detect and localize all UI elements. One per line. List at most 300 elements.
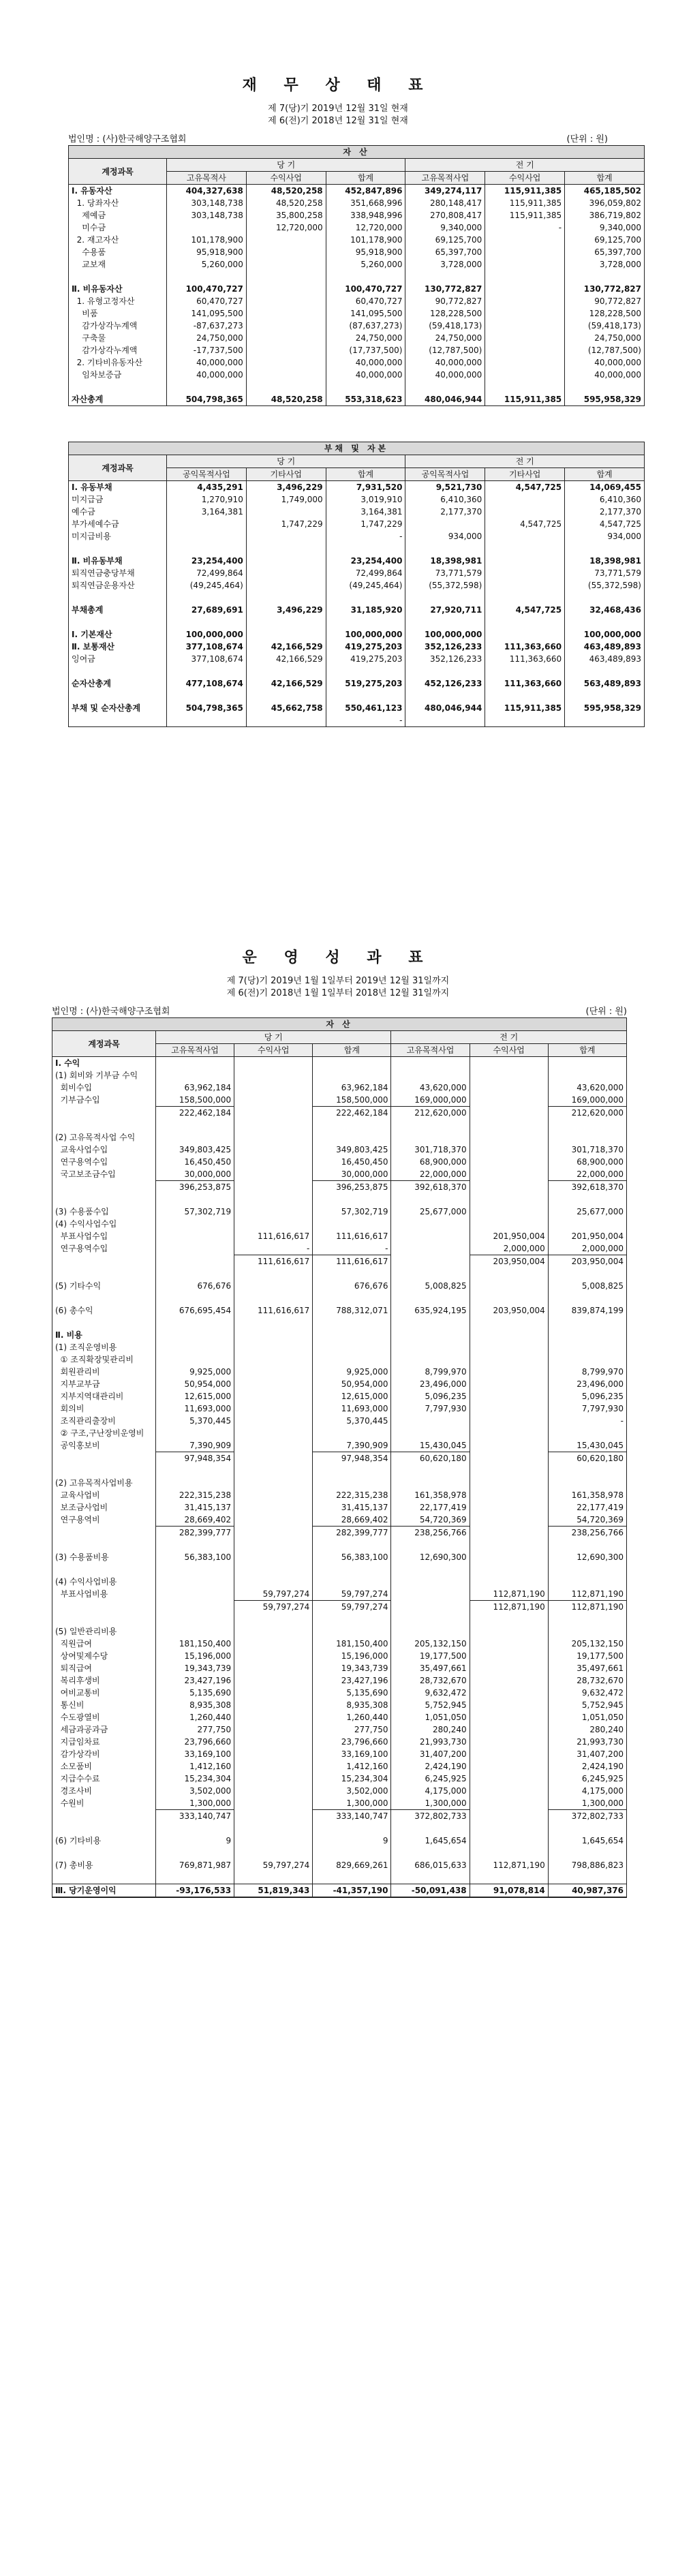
amount-cell: 35,800,258 [246, 209, 326, 221]
amount-cell [391, 1563, 470, 1576]
amount-cell: 100,470,727 [326, 283, 405, 295]
amount-cell: 769,871,987 [156, 1859, 234, 1871]
table-row [69, 579, 645, 592]
table-row [52, 1057, 627, 1070]
amount-cell [234, 1501, 313, 1514]
table-row [52, 1847, 627, 1859]
account-label [69, 690, 167, 702]
amount-cell [485, 234, 565, 246]
balance-period-prior: 제 6(전)기 2018년 12월 31일 현재 [268, 116, 408, 126]
account-label: (2) 고유목적사업 수익 [52, 1131, 156, 1144]
amount-cell: 100,000,000 [405, 628, 485, 641]
amount-cell [470, 1317, 548, 1329]
amount-cell: 934,000 [405, 530, 485, 542]
account-label: 상여및제수당 [52, 1650, 156, 1662]
amount-cell [156, 1539, 234, 1551]
amount-cell: 5,135,690 [313, 1687, 391, 1699]
amount-cell: 43,620,000 [548, 1082, 626, 1094]
amount-cell: 205,132,150 [548, 1638, 626, 1650]
operations-band: 자 산 [52, 1018, 627, 1031]
amount-cell [234, 1218, 313, 1230]
amount-cell: 23,496,000 [548, 1378, 626, 1390]
table-row [52, 1859, 627, 1871]
amount-cell: 1,300,000 [391, 1797, 470, 1810]
amount-cell [234, 1329, 313, 1341]
amount-cell [313, 1341, 391, 1353]
account-label [69, 665, 167, 677]
amount-cell [470, 1402, 548, 1415]
amount-cell: 128,228,500 [565, 307, 645, 320]
account-label [52, 1181, 156, 1194]
amount-cell: 5,260,000 [326, 258, 405, 271]
account-label: 연구용역수입 [52, 1156, 156, 1168]
amount-cell: 23,254,400 [167, 555, 247, 567]
amount-cell: 28,732,670 [391, 1674, 470, 1687]
amount-cell: 351,668,996 [326, 197, 405, 209]
account-label: 잉여금 [69, 653, 167, 665]
amount-cell: 3,496,229 [246, 481, 326, 494]
table-row [69, 616, 645, 628]
amount-cell: 934,000 [565, 530, 645, 542]
amount-cell: 201,950,004 [548, 1230, 626, 1242]
account-label: 감가상각누계액 [69, 344, 167, 356]
amount-cell: 112,871,190 [548, 1588, 626, 1601]
amount-cell [565, 616, 645, 628]
amount-cell [234, 1551, 313, 1563]
table-row [69, 506, 645, 518]
amount-cell [234, 1268, 313, 1280]
amount-cell: 115,911,385 [485, 209, 565, 221]
prior-period-header: 전 기 [405, 159, 645, 172]
amount-cell [234, 1797, 313, 1810]
amount-cell [246, 369, 326, 381]
amount-cell: 40,987,376 [548, 1884, 626, 1898]
account-label: 미수금 [69, 221, 167, 234]
account-label: (7) 총비용 [52, 1859, 156, 1871]
table-row [52, 1144, 627, 1156]
amount-cell [485, 320, 565, 332]
amount-cell: 181,150,400 [313, 1638, 391, 1650]
amount-cell: 24,750,000 [405, 332, 485, 344]
table-row [69, 542, 645, 555]
amount-cell: 396,253,875 [156, 1181, 234, 1194]
amount-cell: 222,462,184 [156, 1107, 234, 1120]
amount-cell: 40,000,000 [167, 356, 247, 369]
amount-cell: 111,616,617 [234, 1255, 313, 1268]
amount-cell: 635,924,195 [391, 1304, 470, 1317]
amount-cell: 50,954,000 [156, 1378, 234, 1390]
amount-cell: 42,166,529 [246, 677, 326, 690]
amount-cell [470, 1847, 548, 1859]
amount-cell [234, 1736, 313, 1748]
amount-cell: 100,000,000 [565, 628, 645, 641]
account-label: 경조사비 [52, 1785, 156, 1797]
table-row [52, 1760, 627, 1773]
amount-cell [156, 1057, 234, 1070]
table-row [52, 1576, 627, 1588]
amount-cell [246, 356, 326, 369]
amount-cell [565, 690, 645, 702]
amount-cell: 480,046,944 [405, 393, 485, 406]
amount-cell: 9 [313, 1835, 391, 1847]
amount-cell: 333,140,747 [313, 1810, 391, 1823]
amount-cell: 40,000,000 [565, 369, 645, 381]
amount-cell: 111,616,617 [313, 1230, 391, 1242]
amount-cell [313, 1871, 391, 1884]
amount-cell [313, 1131, 391, 1144]
amount-cell: 270,808,417 [405, 209, 485, 221]
amount-cell: 43,620,000 [391, 1082, 470, 1094]
amount-cell [470, 1797, 548, 1810]
amount-cell [485, 530, 565, 542]
amount-cell: 404,327,638 [167, 185, 247, 198]
amount-cell [470, 1760, 548, 1773]
operations-title: 운 영 성 과 표 [242, 949, 434, 966]
amount-cell: 115,911,385 [485, 393, 565, 406]
amount-cell: 676,695,454 [156, 1304, 234, 1317]
amount-cell [391, 1601, 470, 1614]
amount-cell [485, 665, 565, 677]
amount-cell: 97,948,354 [156, 1452, 234, 1465]
table-row [69, 258, 645, 271]
amount-cell [470, 1094, 548, 1107]
amount-cell [565, 665, 645, 677]
amount-cell [246, 381, 326, 393]
amount-cell: 12,615,000 [313, 1390, 391, 1402]
amount-cell: 5,260,000 [167, 258, 247, 271]
amount-cell: 280,148,417 [405, 197, 485, 209]
amount-cell: 12,615,000 [156, 1390, 234, 1402]
amount-cell: (87,637,273) [326, 320, 405, 332]
amount-cell: 2,000,000 [548, 1242, 626, 1255]
amount-cell: 1,051,050 [548, 1711, 626, 1723]
amount-cell: 396,253,875 [313, 1181, 391, 1194]
amount-cell [167, 665, 247, 677]
amount-cell: 5,752,945 [548, 1699, 626, 1711]
amount-cell: 100,470,727 [167, 283, 247, 295]
amount-cell [313, 1119, 391, 1131]
amount-cell [548, 1131, 626, 1144]
account-label: 구축물 [69, 332, 167, 344]
amount-cell [470, 1390, 548, 1402]
amount-cell: 161,358,978 [548, 1489, 626, 1501]
amount-cell [391, 1415, 470, 1427]
amount-cell [167, 518, 247, 530]
amount-cell: - [313, 1242, 391, 1255]
amount-cell: 301,718,370 [391, 1144, 470, 1156]
amount-cell: 676,676 [156, 1280, 234, 1292]
amount-cell [548, 1317, 626, 1329]
account-label [52, 1871, 156, 1884]
amount-cell: 141,095,500 [326, 307, 405, 320]
column-header: 공익목적사업 [405, 468, 485, 481]
amount-cell [246, 579, 326, 592]
amount-cell [313, 1427, 391, 1439]
amount-cell: 23,496,000 [391, 1378, 470, 1390]
amount-cell: 788,312,071 [313, 1304, 391, 1317]
amount-cell [470, 1341, 548, 1353]
amount-cell [470, 1069, 548, 1082]
amount-cell: 24,750,000 [167, 332, 247, 344]
amount-cell [391, 1193, 470, 1206]
amount-cell: 282,399,777 [156, 1527, 234, 1539]
account-label: 지급수수료 [52, 1773, 156, 1785]
account-label: 제예금 [69, 209, 167, 221]
account-label [52, 1563, 156, 1576]
column-header: 합계 [326, 172, 405, 185]
table-row [69, 307, 645, 320]
amount-cell: 5,370,445 [313, 1415, 391, 1427]
amount-cell: 27,689,691 [167, 604, 247, 616]
table-row [69, 381, 645, 393]
amount-cell: 48,520,258 [246, 185, 326, 198]
amount-cell [234, 1353, 313, 1366]
amount-cell: 9 [156, 1835, 234, 1847]
account-label [52, 1847, 156, 1859]
table-row [52, 1871, 627, 1884]
amount-cell [234, 1415, 313, 1427]
amount-cell [485, 381, 565, 393]
account-label [69, 381, 167, 393]
amount-cell [246, 283, 326, 295]
table-row [69, 332, 645, 344]
amount-cell: 23,427,196 [156, 1674, 234, 1687]
amount-cell: 349,274,117 [405, 185, 485, 198]
amount-cell: 1,300,000 [548, 1797, 626, 1810]
table-row [52, 1527, 627, 1539]
amount-cell [234, 1699, 313, 1711]
amount-cell [485, 555, 565, 567]
operations-period-current: 제 7(당)기 2019년 1월 1일부터 2019년 12월 31일까지 [226, 976, 450, 986]
amount-cell [485, 506, 565, 518]
amount-cell: 222,315,238 [313, 1489, 391, 1501]
amount-cell: 203,950,004 [470, 1304, 548, 1317]
amount-cell: 5,096,235 [548, 1390, 626, 1402]
amount-cell: 11,693,000 [313, 1402, 391, 1415]
table-row [69, 197, 645, 209]
amount-cell [485, 616, 565, 628]
amount-cell: -41,357,190 [313, 1884, 391, 1898]
amount-cell [548, 1465, 626, 1477]
amount-cell [565, 592, 645, 604]
amount-cell: 65,397,700 [565, 246, 645, 258]
amount-cell [246, 271, 326, 283]
account-label [69, 592, 167, 604]
amount-cell: 31,407,200 [548, 1748, 626, 1760]
account-label: 연구용역비 [52, 1514, 156, 1527]
column-header: 합계 [565, 468, 645, 481]
amount-cell [234, 1402, 313, 1415]
amount-cell [470, 1193, 548, 1206]
amount-cell: 4,435,291 [167, 481, 247, 494]
amount-cell: 504,798,365 [167, 393, 247, 406]
amount-cell: 4,547,725 [485, 604, 565, 616]
amount-cell [485, 283, 565, 295]
amount-cell [548, 1847, 626, 1859]
table-row [52, 1378, 627, 1390]
account-label [52, 1601, 156, 1614]
column-header: 수익사업 [246, 172, 326, 185]
amount-cell: 40,000,000 [326, 356, 405, 369]
column-header: 공익목적사업 [167, 468, 247, 481]
account-label: (5) 기타수익 [52, 1280, 156, 1292]
column-header: 수익사업 [470, 1044, 548, 1057]
amount-cell [156, 1317, 234, 1329]
amount-cell [470, 1539, 548, 1551]
table-row [69, 481, 645, 494]
amount-cell: 54,720,369 [548, 1514, 626, 1527]
account-label: Ⅱ. 보통재산 [69, 641, 167, 653]
amount-cell: (49,245,464) [326, 579, 405, 592]
table-row [52, 1304, 627, 1317]
amount-cell [485, 307, 565, 320]
amount-cell [167, 616, 247, 628]
amount-cell: 18,398,981 [405, 555, 485, 567]
amount-cell: 338,948,996 [326, 209, 405, 221]
account-label: 미지급비용 [69, 530, 167, 542]
amount-cell [156, 1329, 234, 1341]
amount-cell: 72,499,864 [167, 567, 247, 579]
amount-cell [156, 1292, 234, 1304]
amount-cell [470, 1280, 548, 1292]
table-row [69, 393, 645, 406]
amount-cell [234, 1082, 313, 1094]
unit-label: (단위 : 원) [585, 1007, 627, 1017]
amount-cell [167, 542, 247, 555]
amount-cell: 100,000,000 [167, 628, 247, 641]
amount-cell [470, 1353, 548, 1366]
account-label: 보조금사업비 [52, 1501, 156, 1514]
amount-cell [470, 1662, 548, 1674]
amount-cell [548, 1539, 626, 1551]
amount-cell: 72,499,864 [326, 567, 405, 579]
amount-cell [156, 1131, 234, 1144]
amount-cell: - [326, 714, 405, 727]
amount-cell: 203,950,004 [548, 1255, 626, 1268]
amount-cell [234, 1069, 313, 1082]
amount-cell: 372,802,733 [391, 1810, 470, 1823]
amount-cell: 59,797,274 [313, 1588, 391, 1601]
amount-cell [326, 665, 405, 677]
amount-cell: 63,962,184 [313, 1082, 391, 1094]
amount-cell: 839,874,199 [548, 1304, 626, 1317]
amount-cell: 352,126,233 [405, 653, 485, 665]
table-row [69, 702, 645, 714]
account-label: 퇴직연금충당부채 [69, 567, 167, 579]
table-row [52, 1452, 627, 1465]
account-label [52, 1527, 156, 1539]
table-row [52, 1650, 627, 1662]
amount-cell: 21,993,730 [391, 1736, 470, 1748]
amount-cell: 396,059,802 [565, 197, 645, 209]
table-row [52, 1329, 627, 1341]
amount-cell [234, 1638, 313, 1650]
amount-cell [234, 1131, 313, 1144]
table-row [52, 1835, 627, 1847]
amount-cell [313, 1218, 391, 1230]
amount-cell: 90,772,827 [405, 295, 485, 307]
amount-cell [234, 1439, 313, 1452]
amount-cell [234, 1119, 313, 1131]
amount-cell: 3,496,229 [246, 604, 326, 616]
amount-cell: 238,256,766 [548, 1527, 626, 1539]
amount-cell: 33,169,100 [156, 1748, 234, 1760]
amount-cell: 111,616,617 [234, 1230, 313, 1242]
amount-cell [156, 1588, 234, 1601]
amount-cell [391, 1465, 470, 1477]
account-label: Ⅰ. 유동자산 [69, 185, 167, 198]
amount-cell [405, 616, 485, 628]
column-header: 고유목적사 [167, 172, 247, 185]
amount-cell: 1,051,050 [391, 1711, 470, 1723]
amount-cell [167, 530, 247, 542]
amount-cell [167, 381, 247, 393]
amount-cell: 349,803,425 [313, 1144, 391, 1156]
amount-cell: 40,000,000 [167, 369, 247, 381]
amount-cell: 6,410,360 [565, 493, 645, 506]
amount-cell [391, 1069, 470, 1082]
amount-cell [234, 1280, 313, 1292]
amount-cell [167, 271, 247, 283]
account-label: Ⅰ. 기본재산 [69, 628, 167, 641]
amount-cell: 22,177,419 [548, 1501, 626, 1514]
amount-cell: 8,799,970 [391, 1366, 470, 1378]
amount-cell: 21,993,730 [548, 1736, 626, 1748]
column-header: 고유목적사업 [391, 1044, 470, 1057]
account-label: 교육사업수입 [52, 1144, 156, 1156]
amount-cell [156, 1563, 234, 1576]
amount-cell [470, 1613, 548, 1625]
amount-cell: 1,747,229 [246, 518, 326, 530]
amount-cell [565, 714, 645, 727]
amount-cell: 15,430,045 [391, 1439, 470, 1452]
amount-cell [470, 1144, 548, 1156]
amount-cell: 333,140,747 [156, 1810, 234, 1823]
amount-cell: 7,797,930 [548, 1402, 626, 1415]
table-row [52, 1242, 627, 1255]
account-label: 부채 및 순자산총계 [69, 702, 167, 714]
account-label: Ⅱ. 비유동자산 [69, 283, 167, 295]
amount-cell [548, 1576, 626, 1588]
table-row [69, 283, 645, 295]
amount-cell: 12,690,300 [548, 1551, 626, 1563]
amount-cell [156, 1069, 234, 1082]
amount-cell: 69,125,700 [405, 234, 485, 246]
amount-cell [246, 332, 326, 344]
amount-cell [470, 1822, 548, 1835]
account-label: 수도광열비 [52, 1711, 156, 1723]
amount-cell [548, 1822, 626, 1835]
table-row [69, 221, 645, 234]
amount-cell: 73,771,579 [565, 567, 645, 579]
amount-cell: 56,383,100 [313, 1551, 391, 1563]
account-label [52, 1317, 156, 1329]
amount-cell: 1,412,160 [156, 1760, 234, 1773]
amount-cell: 465,185,502 [565, 185, 645, 198]
unit-label: (단위 : 원) [566, 134, 608, 144]
account-label: 국고보조금수입 [52, 1168, 156, 1181]
amount-cell: -17,737,500 [167, 344, 247, 356]
amount-cell: 111,616,617 [234, 1304, 313, 1317]
amount-cell: 28,669,402 [156, 1514, 234, 1527]
assets-band: 자 산 [69, 146, 645, 159]
amount-cell: 22,000,000 [391, 1168, 470, 1181]
amount-cell [391, 1588, 470, 1601]
account-label [52, 1452, 156, 1465]
amount-cell [313, 1268, 391, 1280]
account-label: 부표사업비용 [52, 1588, 156, 1601]
table-row [52, 1415, 627, 1427]
